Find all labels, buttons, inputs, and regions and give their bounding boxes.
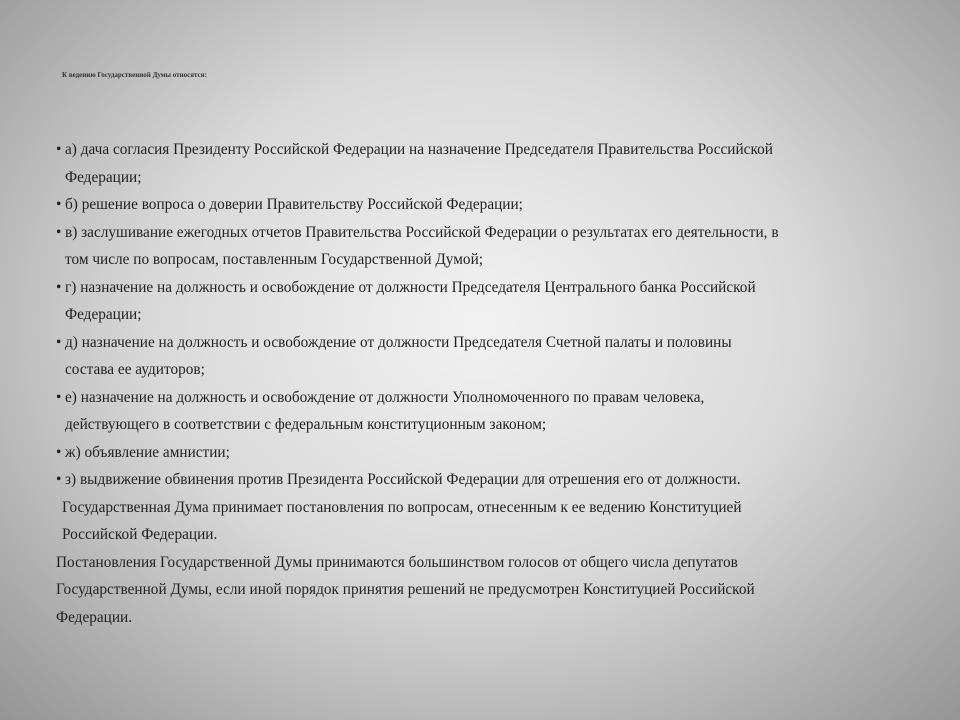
list-item: [56, 191, 906, 219]
bullet-icon: •: [56, 443, 62, 461]
paragraph-line: Постановления Государственной Думы принимаются большинством голосов от общего числа депутатов: [56, 553, 738, 571]
bullet-icon: •: [56, 196, 62, 213]
slide-title: К ведению Государственной Думы относятся:: [62, 71, 207, 79]
paragraph-line: Российской Федерации.: [62, 526, 218, 543]
paragraph: [56, 494, 906, 549]
list-item-text: з) выдвижение обвинения против Президента Российской Федерации для отрешения его от должности.: [65, 471, 741, 488]
list-item-text-continued: Федерации;: [65, 168, 142, 186]
bullet-icon: •: [56, 471, 62, 488]
paragraph-line: Федерации.: [56, 608, 133, 626]
list-item: [56, 384, 906, 439]
paragraph-line: Государственная Дума принимает постановления по вопросам, отнесенным к ее ведению Конституцией: [62, 498, 742, 516]
list-item-text-continued: состава ее аудиторов;: [65, 361, 205, 378]
list-item: [56, 439, 906, 467]
list-item-text-continued: Федерации;: [65, 306, 142, 323]
list-item: [56, 219, 906, 274]
slide-body: [56, 136, 906, 631]
list-item-text: в) заслушивание ежегодных отчетов Правительства Российской Федерации о результатах его деятельности, в: [65, 223, 779, 241]
bullet-icon: •: [56, 333, 62, 351]
list-item: [56, 466, 906, 494]
list-item-text: г) назначение на должность и освобождение от должности Председателя Центрального банка Российской: [65, 278, 756, 296]
list-item: [56, 329, 906, 384]
list-item-text: а) дача согласия Президенту Российской Федерации на назначение Председателя Правительства Российской: [65, 141, 773, 158]
list-item-text: б) решение вопроса о доверии Правительству Российской Федерации;: [65, 196, 523, 213]
bullet-icon: •: [56, 141, 62, 158]
list-item-text-continued: том числе по вопросам, поставленным Государственной Думой;: [65, 251, 484, 268]
list-item-text: д) назначение на должность и освобождение от должности Председателя Счетной палаты и половины: [65, 333, 732, 351]
bullet-icon: •: [56, 278, 62, 296]
paragraph: [56, 549, 906, 632]
list-item: [56, 274, 906, 329]
list-item-text-continued: действующего в соответствии с федеральным конституционным законом;: [65, 416, 547, 433]
list-item-text: ж) объявление амнистии;: [65, 443, 230, 461]
list-item-text: е) назначение на должность и освобождение от должности Уполномоченного по правам человека,: [65, 388, 705, 406]
bullet-icon: •: [56, 223, 62, 241]
bullet-icon: •: [56, 388, 62, 406]
list-item: [56, 136, 906, 191]
paragraph-line: Государственной Думы, если иной порядок принятия решений не предусмотрен Конституцией Российской: [56, 581, 755, 598]
